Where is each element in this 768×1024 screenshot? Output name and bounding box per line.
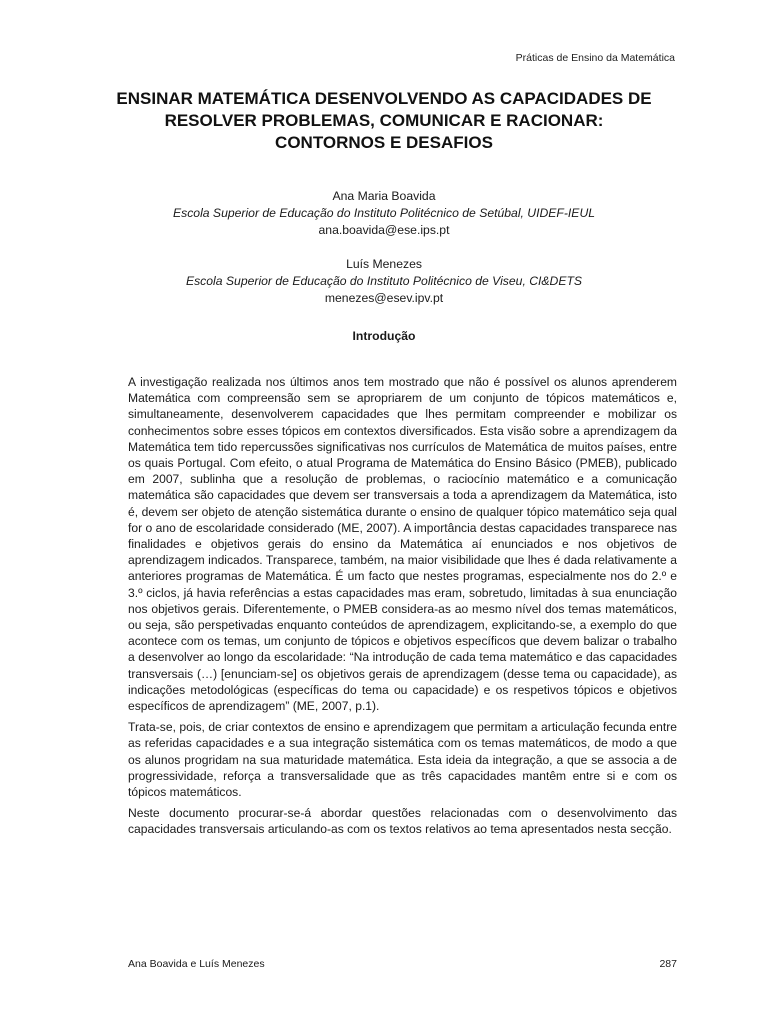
title-line: RESOLVER PROBLEMAS, COMUNICAR E RACIONAR: — [164, 111, 604, 130]
title-line: ENSINAR MATEMÁTICA DESENVOLVENDO AS CAPACIDADES DE — [116, 89, 652, 108]
author-name: Luís Menezes — [346, 257, 422, 271]
author-block — [110, 188, 658, 239]
paper-title — [110, 88, 658, 154]
author-affiliation: Escola Superior de Educação do Instituto Politécnico de Viseu, CI&DETS — [185, 274, 583, 288]
paragraph: Trata-se, pois, de criar contextos de ensino e aprendizagem que permitam a articulação fecunda entre as referidas capacidades e a sua integração sistemática com os temas matemáticos, de modo a que os alunos progridam na sua maturidade matemática. Esta ideia da integração, a que se associa a de progressividade, reforça a transversalidade que as três capacidades mantêm entre si e com os tópicos matemáticos. — [128, 720, 677, 800]
paragraph: Neste documento procurar-se-á abordar questões relacionadas com o desenvolvimento das capacidades transversais articulando-as com os textos relativos ao tema apresentados nesta secção. — [128, 806, 677, 837]
running-header: Práticas de Ensino da Matemática — [515, 52, 675, 64]
author-name: Ana Maria Boavida — [332, 189, 436, 203]
paragraph: A investigação realizada nos últimos anos tem mostrado que não é possível os alunos aprenderem Matemática com compreensão sem se apropriarem de um conjunto de tópicos matemáticos e, simultaneamente, desenvolverem capacidades que lhes permitam compreender e mobilizar os conhecimentos sobre esses tópicos em contextos diversificados. Esta visão sobre a aprendizagem da Matemática tem tido repercussões significativas nos currículos de Matemática de muitos países, entre os quais Portugal. Com efeito, o atual Programa de Matemática do Ensino Básico (PMEB), publicado em 2007, sublinha que a resolução de problemas, o raciocínio matemático e a comunicação matemática são capacidades que devem ser transversais a toda a aprendizagem da Matemática, isto é, devem ser objeto de atenção sistemática durante o ensino de qualquer tópico matemático seja qual for o ano de escolaridade considerado (ME, 2007). A importância destas capacidades transparece nas finalidades e objetivos gerais do ensino da Matemática aí enunciados e nos objetivos de aprendizagem indicados. Transparece, também, na maior visibilidade que lhes é dada relativamente a anteriores programas de Matemática. É um facto que nestes programas, especialmente nos do 2.º e 3.º ciclos, já havia referências a estas capacidades mas eram, sobretudo, limitadas à sua enunciação nos objetivos gerais. Diferentemente, o PMEB considera-as ao mesmo nível dos temas matemáticos, ou seja, são perspetivadas enquanto conteúdos de aprendizagem, explicitando-se, a exemplo do que acontece com os temas, um conjunto de tópicos e objetivos específicos que devem balizar o trabalho a desenvolver ao longo da escolaridade: “Na introdução de cada tema matemático e das capacidades transversais (…) [enunciam-se] os objetivos gerais de aprendizagem (desse tema ou capacidade), as indicações metodológicas (específicas do tema ou capacidade) e os respetivos tópicos e objetivos específicos de aprendizagem” (ME, 2007, p.1). — [128, 375, 677, 714]
author-block — [110, 256, 658, 307]
author-email: menezes@esev.ipv.pt — [324, 291, 444, 305]
footer-authors: Ana Boavida e Luís Menezes — [128, 958, 265, 970]
page-number: 287 — [659, 958, 677, 970]
author-affiliation: Escola Superior de Educação do Instituto Politécnico de Setúbal, UIDEF-IEUL — [172, 206, 596, 220]
body-text — [128, 374, 677, 843]
title-line: CONTORNOS E DESAFIOS — [275, 133, 493, 152]
author-email: ana.boavida@ese.ips.pt — [318, 223, 450, 237]
section-heading: Introdução — [352, 329, 416, 343]
